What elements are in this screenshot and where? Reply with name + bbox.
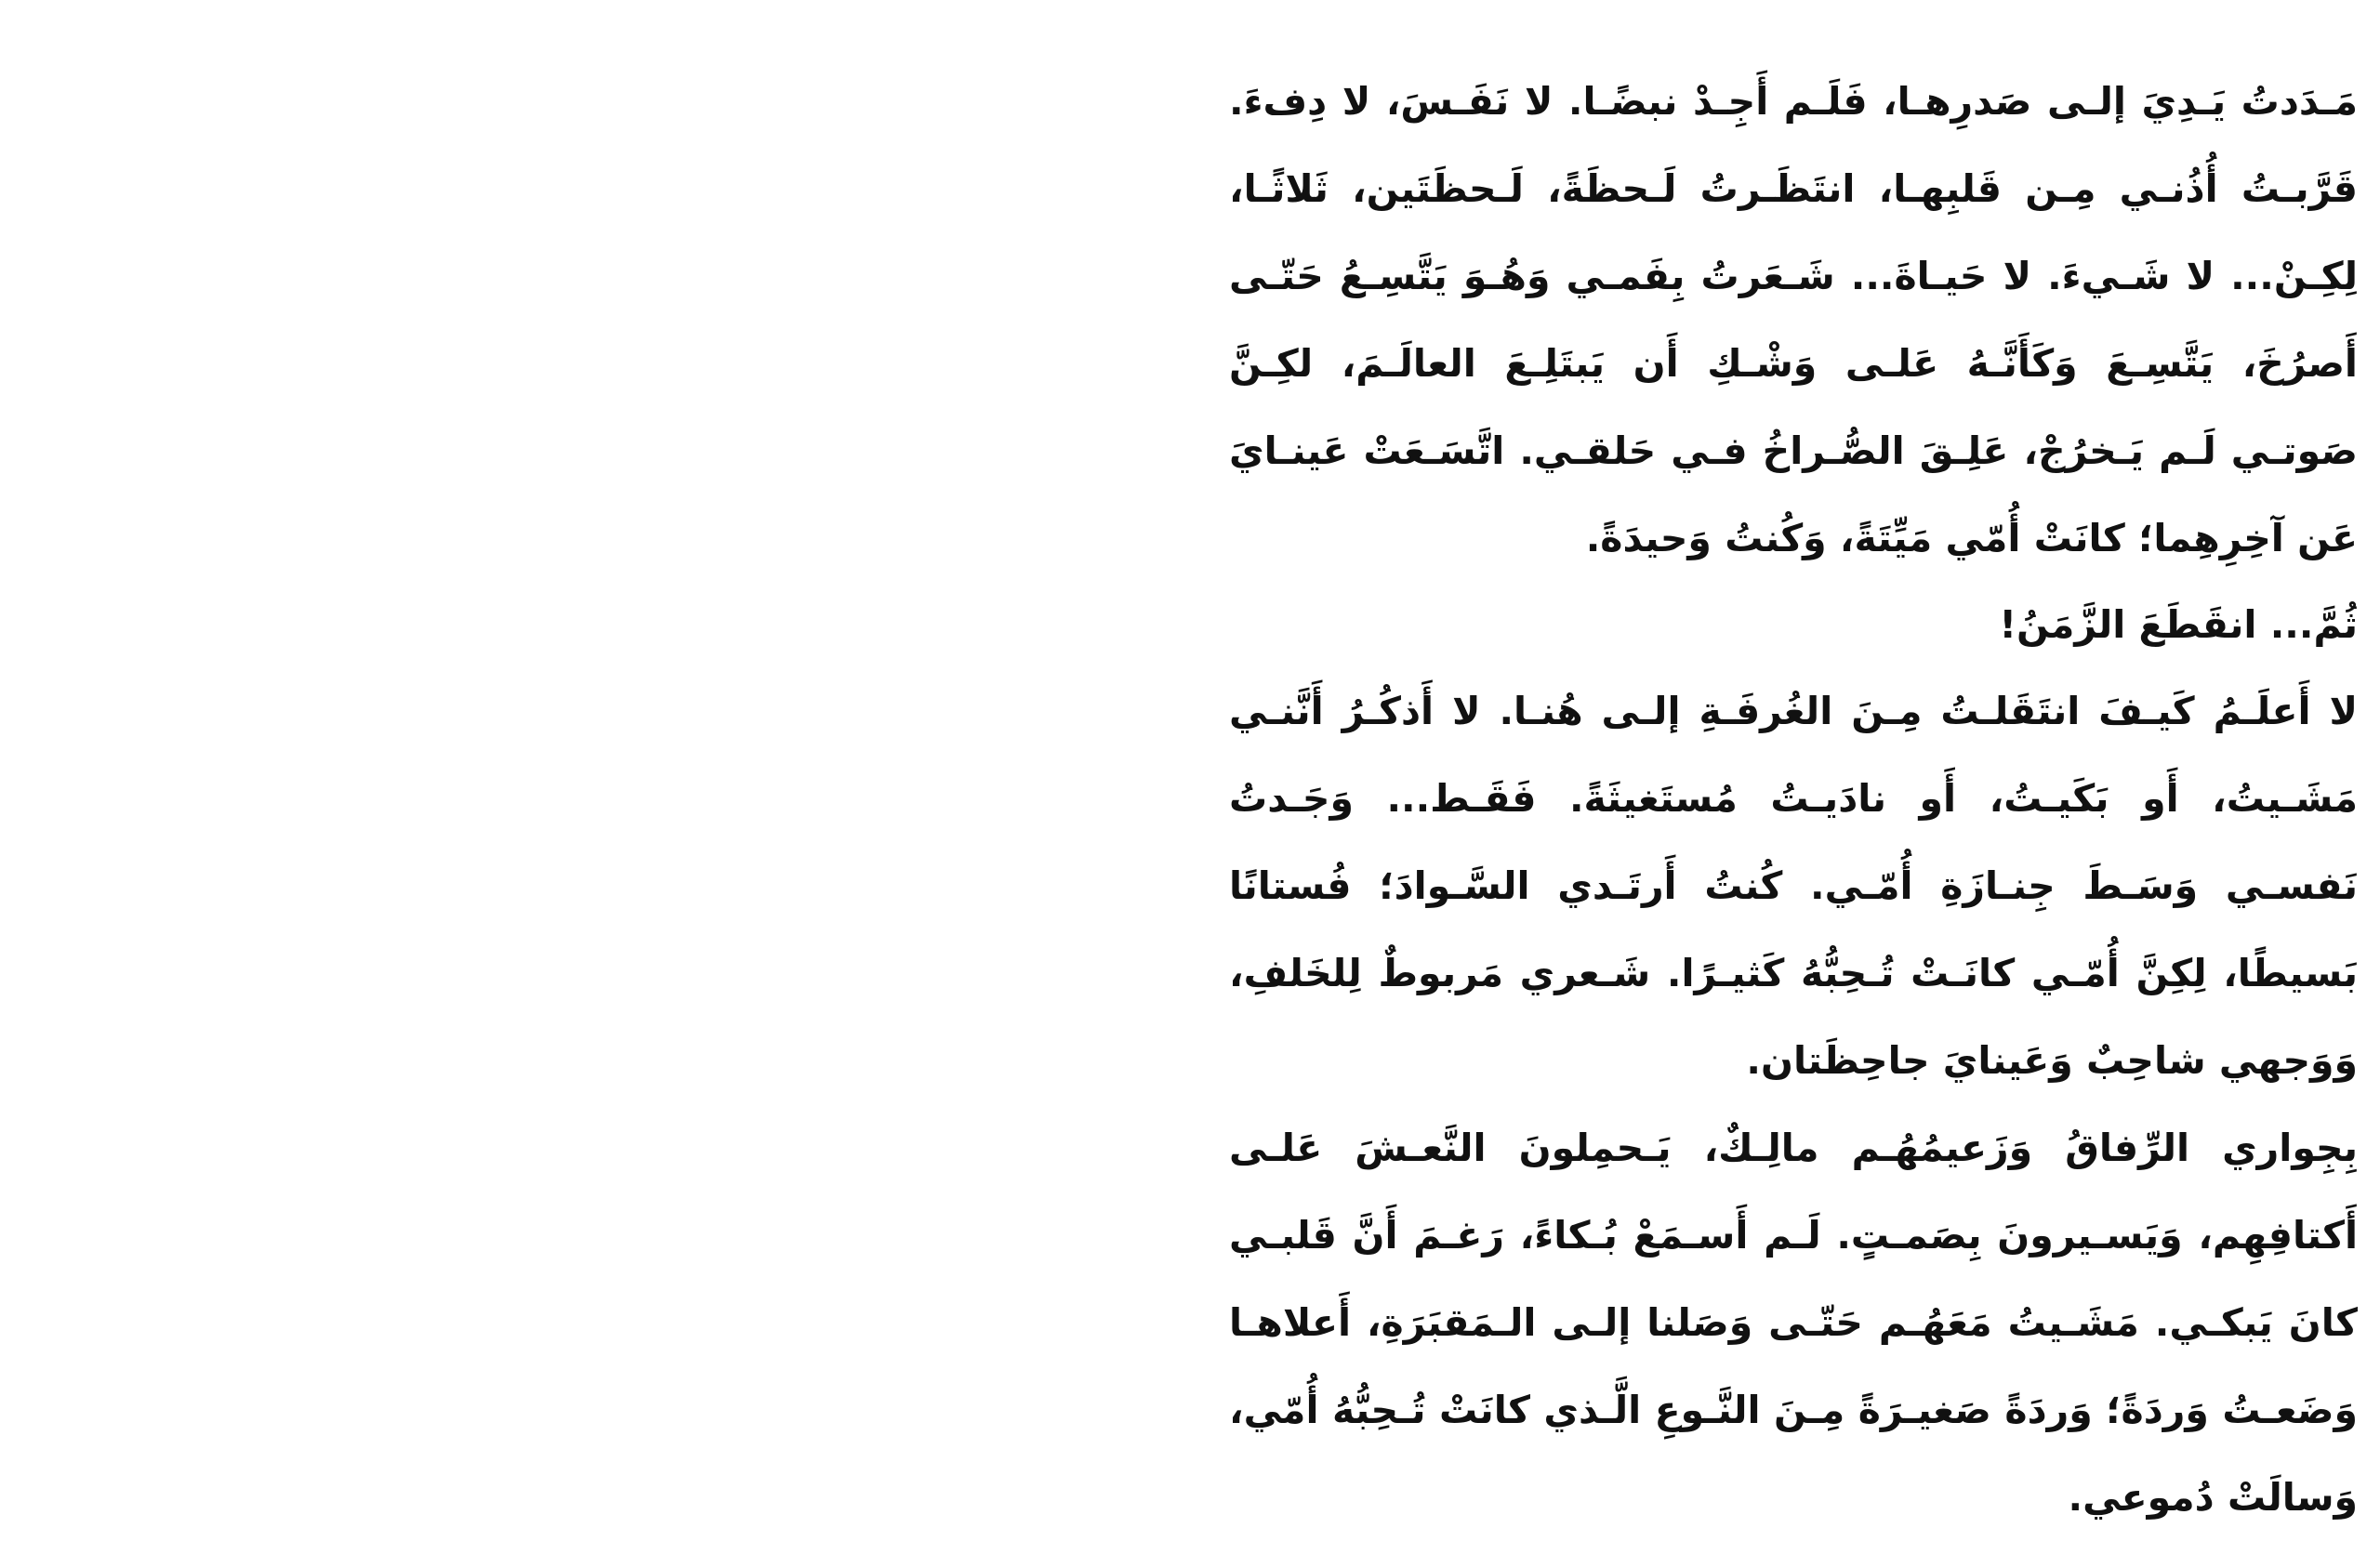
paragraph-funeral: لا أَعلَـمُ كَيـفَ انتَقَلـتُ مِـنَ الغُرفَـةِ إلـى هُنـا. لا أَذكُـرُ أَنَّنـي مَشَـيتُ، أَو بَكَيـتُ، أَو نادَيـتُ مُستَغيثَةً. فَقَـط... وَجَـدتُ نَفسـي وَسَـطَ جِنـازَةِ أُمّـي. كُنتُ أَرتَـدي السَّـوادَ؛ فُستانًا بَسيطًا، لِكِنَّ أُمّـي كانَـتْ تُـحِبُّهُ كَثيـرًا. شَـعري مَربوطٌ لِلخَلفِ، وَوَجهي شاحِبٌ وَعَينايَ جاحِظَتان. (1229, 689, 2358, 1083)
story-text-column (1229, 58, 2358, 1541)
paragraph-time-stopped: ثُمَّ... انقَطَعَ الزَّمَنُ! (1999, 602, 2358, 647)
paragraph-cemetery: بِجِواري الرِّفاقُ وَزَعيمُهُـم مالِـكٌ، يَـحمِلونَ النَّعـشَ عَلـى أَكتافِهِم، وَيَسـيرونَ بِصَمـتٍ. لَـم أَسـمَعْ بُـكاءً، رَغـمَ أَنَّ قَلبـي كانَ يَبكـي. مَشَـيتُ مَعَهُـم حَتّـى وَصَلنا إلـى الـمَقبَرَةِ، أَعلاهـا وَضَعـتُ وَردَةً؛ وَردَةً صَغيـرَةً مِـنَ النَّـوعِ الَّـذي كانَتْ تُـحِبُّهُ أُمّي، وَسالَتْ دُموعي. (1229, 1126, 2358, 1520)
paragraph-mother-death: مَـدَدتُ يَـدِيَ إلـى صَدرِهـا، فَلَـم أَجِـدْ نبضًـا. لا نَفَـسَ، لا دِفءَ. قَرَّبـتُ أُذُنـي مِـن قَلبِهـا، انتَظَـرتُ لَـحظَةً، لَـحظَتَين، ثَلاثًـا، لِكِـنْ... لا شَـيءَ. لا حَيـاةَ... شَـعَرتُ بِفَمـي وَهُـوَ يَتَّسِـعُ حَتّـى أَصرُخَ، يَتَّسِـعَ وَكَأَنَّـهُ عَلـى وَشْـكِ أَن يَبتَلِـعَ العالَـمَ، لكِـنَّ صَوتـي لَـم يَـخرُجْ، عَلِـقَ الصُّـراخُ فـي حَلقـي. اتَّسَـعَتْ عَينـايَ عَن آخِرِهِما؛ كانَتْ أُمّي مَيِّتَةً، وَكُنتُ وَحيدَةً. (1229, 79, 2358, 560)
